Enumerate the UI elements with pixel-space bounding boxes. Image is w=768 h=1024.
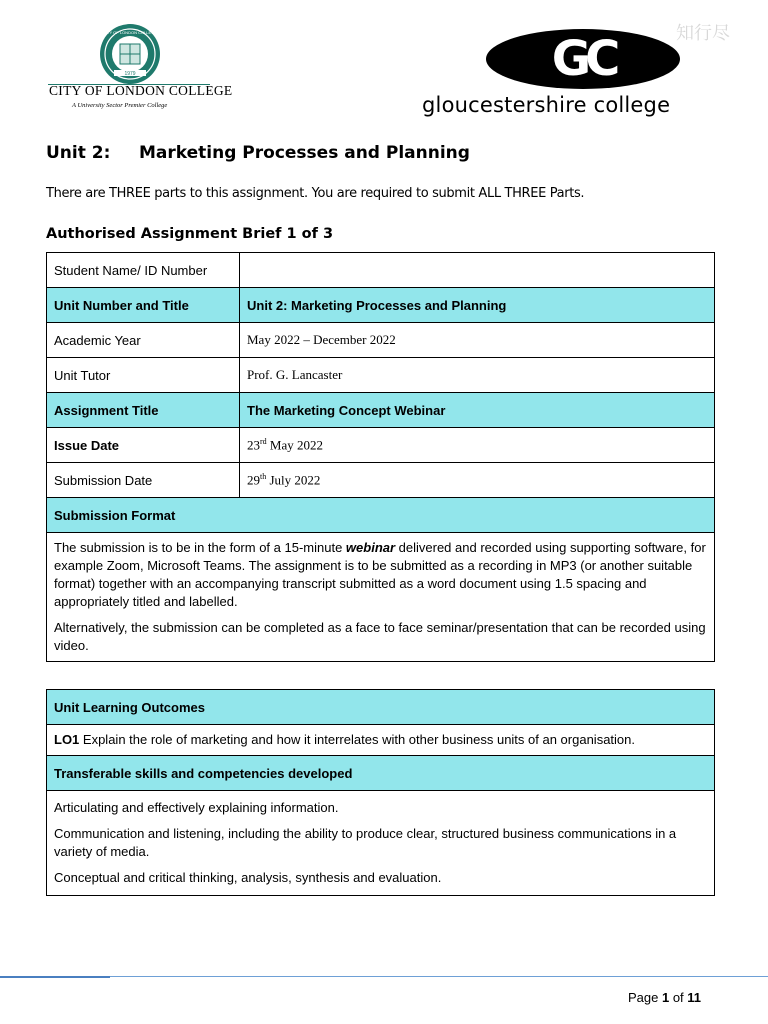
gc-logo <box>485 28 681 90</box>
left-logo-subtext: A University Sector Premier College <box>72 102 168 109</box>
list-item: Conceptual and critical thinking, analysis, synthesis and evaluation. <box>54 870 442 885</box>
seal-text: CITY OF LONDON COLLEGE <box>103 30 157 35</box>
table-row <box>47 358 715 393</box>
submission-value <box>240 463 715 498</box>
format-emphasis: webinar <box>345 540 396 555</box>
format-paragraph-1 <box>54 539 707 611</box>
format-label: Submission Format <box>47 498 715 533</box>
tutor-label: Unit Tutor <box>47 358 240 393</box>
student-value <box>240 253 715 288</box>
page-number <box>628 990 701 1005</box>
assignment-value: The Marketing Concept Webinar <box>240 393 715 428</box>
assignment-label: Assignment Title <box>47 393 240 428</box>
watermark: 知行尽 <box>676 23 730 43</box>
lo1-cell <box>47 725 715 756</box>
year-label: Academic Year <box>47 323 240 358</box>
unit-heading <box>46 143 470 163</box>
tutor-value: Prof. G. Lancaster <box>240 358 715 393</box>
outcomes-label: Unit Learning Outcomes <box>47 690 715 725</box>
skills-label: Transferable skills and competencies developed <box>47 756 715 791</box>
page-word: Page <box>628 990 662 1005</box>
unit-label: Unit Number and Title <box>47 288 240 323</box>
issue-label: Issue Date <box>47 428 240 463</box>
skills-list <box>47 791 715 896</box>
gc-logo-name: gloucestershire college <box>422 93 671 117</box>
left-logo-name: CITY OF LONDON COLLEGE <box>49 83 233 98</box>
format-paragraph-2: Alternatively, the submission can be completed as a face to face seminar/presentation that can be recorded using video. <box>54 620 706 653</box>
seal-year: 1979 <box>124 71 136 77</box>
page-current: 1 <box>661 990 670 1005</box>
student-label: Student Name/ ID Number <box>47 253 240 288</box>
brief-title: Authorised Assignment Brief 1 of 3 <box>46 226 334 242</box>
city-of-london-college-logo <box>46 22 233 114</box>
issue-day: 23 <box>247 437 260 453</box>
issue-suffix: rd <box>260 436 267 446</box>
format-text-b: delivered and recorded using supporting software, for example Zoom, Microsoft Teams. The assignment is to be submitted as a recording in MP3 (or another suitable format) together with an accompanying transcript submitted as a word document using 1.5 spacing and appropriately titled and labelled. <box>54 540 706 609</box>
issue-rest: May 2022 <box>266 437 324 453</box>
footer-divider-accent <box>0 976 110 978</box>
page-total: 11 <box>687 990 702 1005</box>
lo1-code: LO1 <box>54 732 80 747</box>
lo1-text: Explain the role of marketing and how it interrelates with other business units of an organisation. <box>79 732 635 747</box>
table-row <box>47 756 715 791</box>
format-text-a: The submission is to be in the form of a 15-minute <box>54 540 346 555</box>
gc-mark-text: GC <box>551 31 615 87</box>
intro-text: There are THREE parts to this assignment. You are required to submit ALL THREE Parts. <box>46 186 585 201</box>
list-item: Articulating and effectively explaining information. <box>54 800 339 815</box>
format-description <box>47 533 715 662</box>
footer-divider <box>0 976 768 977</box>
table-row <box>47 288 715 323</box>
submission-suffix: th <box>260 471 267 481</box>
unit-value: Unit 2: Marketing Processes and Planning <box>240 288 715 323</box>
submission-label: Submission Date <box>47 463 240 498</box>
issue-value <box>240 428 715 463</box>
page-of: of <box>669 990 688 1005</box>
table-row <box>47 393 715 428</box>
table-row <box>47 323 715 358</box>
gc-mark-icon <box>485 28 681 90</box>
submission-day: 29 <box>247 472 260 488</box>
table-row <box>47 533 715 662</box>
college-seal-icon <box>46 22 214 114</box>
submission-rest: July 2022 <box>266 472 321 488</box>
learning-outcomes-table <box>46 689 715 896</box>
year-value: May 2022 – December 2022 <box>240 323 715 358</box>
table-row <box>47 428 715 463</box>
list-item: Communication and listening, including the ability to produce clear, structured business communications in a variety of media. <box>54 826 677 859</box>
unit-title: Marketing Processes and Planning <box>139 143 470 163</box>
table-row <box>47 690 715 725</box>
table-row <box>47 791 715 896</box>
table-row <box>47 463 715 498</box>
unit-number: Unit 2: <box>46 143 111 163</box>
table-row <box>47 498 715 533</box>
assignment-brief-table <box>46 252 715 662</box>
table-row <box>47 725 715 756</box>
table-row <box>47 253 715 288</box>
